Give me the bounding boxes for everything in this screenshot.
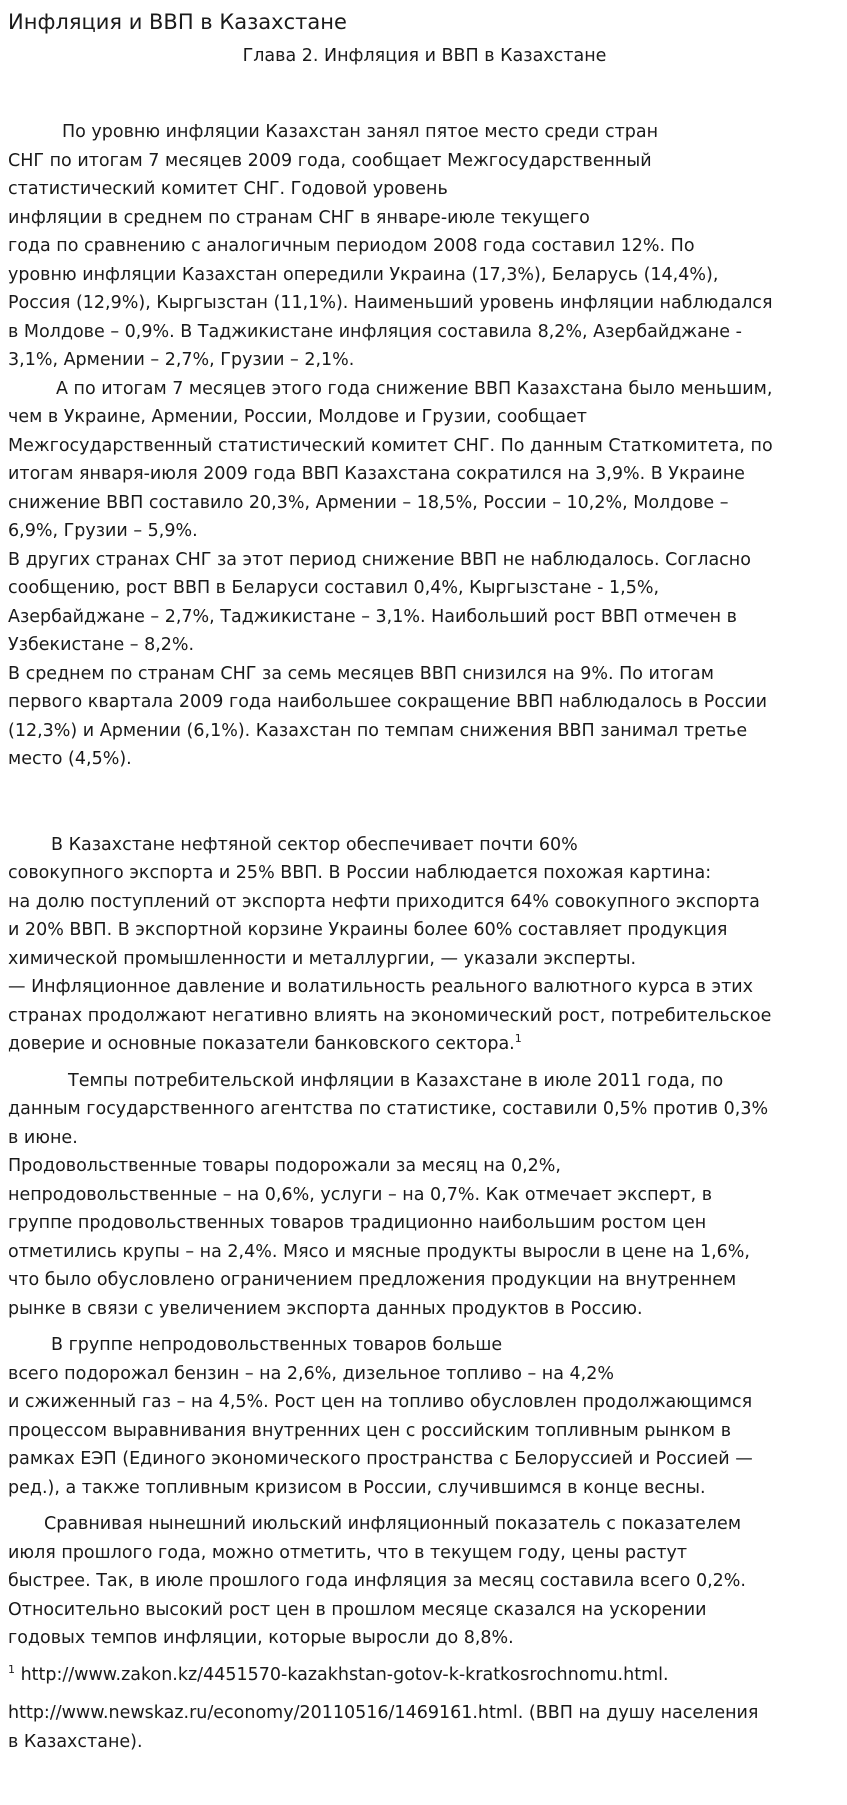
- footnote-reference[interactable]: 1: [514, 1032, 522, 1046]
- text-line: (12,3%) и Армении (6,1%). Казахстан по темпам снижения ВВП занимал третье: [8, 720, 748, 741]
- section-spacer: [8, 774, 841, 831]
- text-line: химической промышленности и металлургии, — указали эксперты.: [8, 948, 637, 969]
- text-line: июля прошлого года, можно отметить, что в текущем году, цены растут: [8, 1542, 688, 1563]
- text-line: что было обусловлено ограничением предложения продукции на внутреннем: [8, 1270, 737, 1290]
- text-line: быстрее. Так, в июле прошлого года инфляция за месяц составила всего 0,2%.: [8, 1571, 746, 1591]
- source-line: в Казахстане).: [8, 1731, 143, 1752]
- text-line: В группе непродовольственных товаров больше: [51, 1335, 503, 1355]
- text-line: и сжиженный газ – на 4,5%. Рост цен на топливо обусловлен продолжающимся: [8, 1392, 753, 1412]
- text-line: чем в Украине, Армении, России, Молдове и Грузии, сообщает: [8, 407, 587, 427]
- text-line: Азербайджане – 2,7%, Таджикистане – 3,1%. Наибольший рост ВВП отмечен в: [8, 606, 737, 627]
- paragraph-inflation-ranking: [8, 118, 841, 375]
- text-line: Узбекистане – 8,2%.: [8, 635, 195, 655]
- text-line: группе продовольственных товаров традиционно наибольшим ростом цен: [8, 1213, 707, 1233]
- text-line: По уровню инфляции Казахстан занял пятое место среди стран: [62, 122, 659, 142]
- text-line: сообщению, рост ВВП в Беларуси составил 0,4%, Кыргызстане - 1,5%,: [8, 578, 660, 598]
- footnote: [8, 1661, 841, 1690]
- text-line-content: доверие и основные показатели банковского сектора.: [8, 1034, 515, 1054]
- footnote-link[interactable]: http://www.zakon.kz/4451570-kazakhstan-gotov-k-kratkosrochnomu.html.: [15, 1664, 669, 1685]
- text-line: 6,9%, Грузии – 5,9%.: [8, 521, 198, 541]
- text-line: место (4,5%).: [8, 749, 132, 769]
- text-line: года по сравнению с аналогичным периодом 2008 года составил 12%. По: [8, 236, 695, 256]
- paragraph-gdp-average: [8, 660, 841, 774]
- text-line: ред.), а также топливным кризисом в России, случившимся в конце весны.: [8, 1477, 706, 1498]
- paragraph-consumer-inflation: [8, 1067, 841, 1324]
- footnote-mark: 1: [8, 1662, 15, 1676]
- text-line: в июне.: [8, 1127, 78, 1148]
- chapter-heading: Глава 2. Инфляция и ВВП в Казахстане: [242, 46, 607, 66]
- text-line: В Казахстане нефтяной сектор обеспечивает почти 60%: [51, 834, 578, 855]
- text-line: В среднем по странам СНГ за семь месяцев ВВП снизился на 9%. По итогам: [8, 663, 714, 684]
- text-line: Темпы потребительской инфляции в Казахстане в июле 2011 года, по: [68, 1070, 724, 1091]
- source-link[interactable]: http://www.newskaz.ru/economy/20110516/1469161.html. (ВВП на душу населения: [8, 1703, 759, 1723]
- document-title: Инфляция и ВВП в Казахстане: [8, 10, 347, 34]
- paragraph-oil-sector: [8, 831, 841, 1059]
- text-line: отметились крупы – на 2,4%. Мясо и мясные продукты выросли в цене на 1,6%,: [8, 1241, 750, 1262]
- text-line: всего подорожал бензин – на 2,6%, дизельное топливо – на 4,2%: [8, 1363, 614, 1384]
- text-line: процессом выравнивания внутренних цен с российским топливным рынком в: [8, 1420, 732, 1441]
- text-line: Относительно высокий рост цен в прошлом месяце сказался на ускорении: [8, 1599, 707, 1620]
- text-line: В других странах СНГ за этот период снижение ВВП не наблюдалось. Согласно: [8, 549, 751, 570]
- text-line: А по итогам 7 месяцев этого года снижение ВВП Казахстана было меньшим,: [56, 378, 773, 399]
- text-line: уровню инфляции Казахстан опередили Украина (17,3%), Беларусь (14,4%),: [8, 264, 719, 285]
- document-body: [8, 118, 841, 1756]
- paragraph-spacer: [8, 1059, 841, 1067]
- paragraph-gdp-growth: [8, 546, 841, 660]
- text-line: странах продолжают негативно влиять на экономический рост, потребительское: [8, 1005, 772, 1026]
- text-line: Межгосударственный статистический комитет СНГ. По данным Статкомитета, по: [8, 435, 773, 456]
- text-line: Сравнивая нынешний июльский инфляционный показатель с показателем: [44, 1514, 742, 1534]
- text-line: инфляции в среднем по странам СНГ в январе-июле текущего: [8, 207, 590, 228]
- text-line: Россия (12,9%), Кыргызстан (11,1%). Наименьший уровень инфляции наблюдался: [8, 293, 773, 313]
- paragraph-annual-comparison: [8, 1510, 841, 1653]
- text-line: снижение ВВП составило 20,3%, Армении – 18,5%, России – 10,2%, Молдове –: [8, 492, 729, 513]
- text-line: на долю поступлений от экспорта нефти приходится 64% совокупного экспорта: [8, 891, 760, 912]
- text-line: статистический комитет СНГ. Годовой уровень: [8, 179, 448, 199]
- text-line: рынке в связи с увеличением экспорта данных продуктов в Россию.: [8, 1298, 643, 1319]
- paragraph-spacer: [8, 1502, 841, 1510]
- text-line: — Инфляционное давление и волатильность реального валютного курса в этих: [8, 977, 754, 997]
- paragraph-gdp-decline: [8, 375, 841, 546]
- text-line: и 20% ВВП. В экспортной корзине Украины более 60% составляет продукция: [8, 920, 728, 940]
- text-line: первого квартала 2009 года наибольшее сокращение ВВП наблюдалось в России: [8, 692, 768, 712]
- source-reference: [8, 1699, 841, 1756]
- paragraph-fuel-prices: [8, 1331, 841, 1502]
- text-line: непродовольственные – на 0,6%, услуги – на 0,7%. Как отмечает эксперт, в: [8, 1184, 713, 1205]
- text-line: рамках ЕЭП (Единого экономического пространства с Белоруссией и Россией —: [8, 1449, 753, 1469]
- text-line: [8, 1030, 841, 1059]
- text-line: СНГ по итогам 7 месяцев 2009 года, сообщает Межгосударственный: [8, 150, 652, 171]
- text-line: годовых темпов инфляции, которые выросли до 8,8%.: [8, 1628, 514, 1648]
- text-line: итогам января-июля 2009 года ВВП Казахстана сократился на 3,9%. В Украине: [8, 464, 745, 484]
- text-line: 3,1%, Армении – 2,7%, Грузии – 2,1%.: [8, 350, 355, 370]
- text-line: данным государственного агентства по статистике, составили 0,5% против 0,3%: [8, 1099, 769, 1119]
- paragraph-spacer: [8, 1323, 841, 1331]
- text-line: Продовольственные товары подорожали за месяц на 0,2%,: [8, 1156, 561, 1176]
- text-line: в Молдове – 0,9%. В Таджикистане инфляция составила 8,2%, Азербайджане -: [8, 321, 742, 342]
- text-line: совокупного экспорта и 25% ВВП. В России наблюдается похожая картина:: [8, 863, 712, 883]
